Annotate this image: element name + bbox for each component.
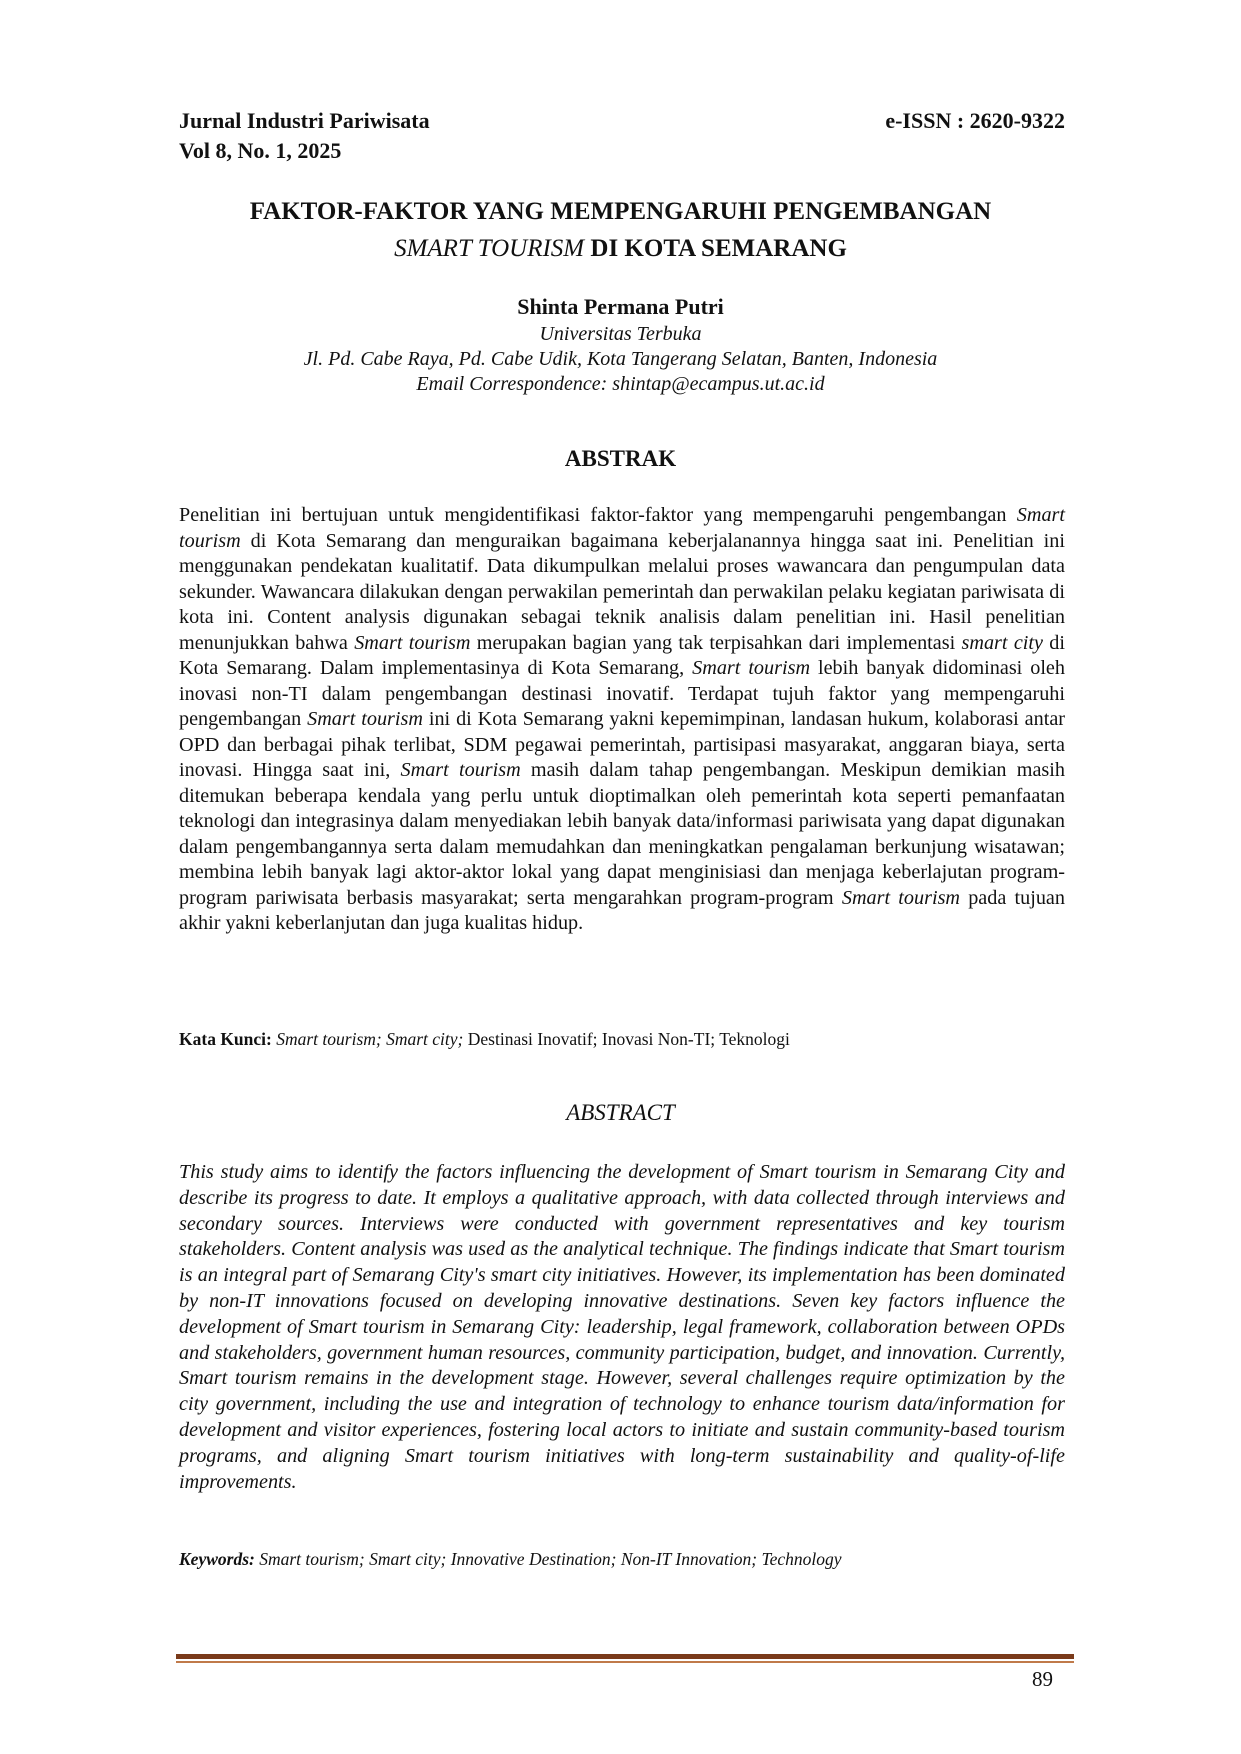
author-block [150,292,1091,397]
abstrak-italic: Smart tourism [179,504,1065,552]
title-line-1: FAKTOR-FAKTOR YANG MEMPENGARUHI PENGEMBANGAN [249,198,992,225]
issn: e-ISSN : 2620-9322 [885,108,1065,133]
abstrak-italic: Smart tourism [400,759,521,781]
abstract-heading: ABSTRACT [566,1100,675,1125]
abstrak-body [179,503,1065,937]
keywords [179,1547,1065,1571]
author-name: Shinta Permana Putri [517,294,724,319]
title-italic: SMART TOURISM [394,235,585,262]
abstract-body: This study aims to identify the factors influencing the development of Smart tourism in Semarang City and describe its progress to date. It employs a qualitative approach, with data collected through interviews and secondary sources. Interviews were conducted with government representatives and key tourism stakeholders. Content analysis was used as the analytical technique. The findings indicate that Smart tourism is an integral part of Semarang City's smart city initiatives. However, its implementation has been dominated by non-IT innovations focused on developing innovative destinations. Seven key factors influence the development of Smart tourism in Semarang City: leadership, legal framework, collaboration between OPDs and stakeholders, government human resources, community participation, budget, and innovation. Currently, Smart tourism remains in the development stage. However, several challenges require optimization by the city government, including the use and integration of technology to enhance tourism data/information for development and visitor experiences, fostering local actors to initiate and sustain community-based tourism programs, and aligning Smart tourism initiatives with long-term sustainability and quality-of-life improvements. [179,1161,1065,1493]
abstrak-italic: Smart tourism [692,657,811,679]
abstrak-text: di Kota Semarang. Dalam implementasinya di Kota Semarang, [179,631,1065,679]
kata-kunci-text: Destinasi Inovatif; Inovasi Non-TI; Teknologi [463,1029,790,1049]
abstrak-text: merupakan bagian yang tak terpisahkan dari implementasi [470,631,962,654]
footer-rule-thin [176,1661,1074,1663]
page-number: 89 [1032,1667,1053,1691]
author-address: Jl. Pd. Cabe Raya, Pd. Cabe Udik, Kota Tangerang Selatan, Banten, Indonesia [303,348,938,370]
author-institution: Universitas Terbuka [539,323,702,345]
keywords-label: Keywords: [179,1549,255,1569]
abstrak-italic: smart city [961,631,1043,654]
title-rest: DI KOTA SEMARANG [584,235,847,262]
abstrak-italic: Smart tourism [841,886,960,909]
abstrak-text: Penelitian ini bertujuan untuk mengidentifikasi faktor-faktor yang mempengaruhi pengembangan [179,504,1017,526]
kata-kunci [179,1027,1065,1051]
abstrak-text: masih dalam tahap pengembangan. Meskipun demikian masih ditemukan beberapa kendala yang perlu untuk dioptimalkan oleh pemerintah kota seperti pemanfaatan teknologi dan integrasinya dalam menyediakan lebih banyak data/informasi pariwisata yang dapat digunakan dalam pengembangannya serta dalam memudahkan dan meningkatkan pengalaman berkunjung wisatawan; membina lebih banyak lagi aktor-aktor lokal yang dapat menginisiasi dan menjaga keberlajutan program-program pariwisata berbasis masyarakat; serta mengarahkan program-program [179,759,1065,909]
abstrak-text: pada tujuan akhir yakni keberlanjutan dan juga kualitas hidup. [179,886,1065,934]
journal-name: Jurnal Industri Pariwisata [179,108,430,133]
abstrak-italic: Smart tourism [354,631,471,654]
running-header [179,106,1065,166]
footer-rule [176,1654,1074,1659]
kata-kunci-italic: Smart tourism; Smart city; [271,1029,464,1049]
abstrak-text: lebih banyak didominasi oleh inovasi non-TI dalam pengembangan destinasi inovatif. Terdapat tujuh faktor yang mempengaruhi pengembangan [179,657,1065,730]
kata-kunci-label: Kata Kunci: [179,1029,272,1049]
author-email: Email Correspondence: shintap@ecampus.ut.ac.id [416,373,825,395]
abstrak-text: di Kota Semarang dan menguraikan bagaimana keberjalanannya hingga saat ini. Penelitian ini menggunakan pendekatan kualitatif. Data dikumpulkan melalui proses wawancara dan pengumpulan data sekunder. Wawancara dilakukan dengan perwakilan pemerintah dan perwakilan pelaku kegiatan pariwisata di kota ini. Content analysis digunakan sebagai teknik analisis dalam penelitian ini. Hasil penelitian menunjukkan bahwa [179,529,1065,654]
paper-title [150,193,1091,267]
title-line-2 [150,230,1091,267]
abstrak-text: ini di Kota Semarang yakni kepemimpinan, landasan hukum, kolaborasi antar OPD dan berbagai pihak terlibat, SDM pegawai pemerintah, partisipasi masyarakat, anggaran biaya, serta inovasi. Hingga saat ini, [179,708,1065,781]
abstrak-heading: ABSTRAK [564,446,677,471]
abstrak-italic: Smart tourism [307,708,423,730]
keywords-text: Smart tourism; Smart city; Innovative Destination; Non-IT Innovation; Technology [254,1549,842,1569]
volume-info: Vol 8, No. 1, 2025 [179,138,342,163]
